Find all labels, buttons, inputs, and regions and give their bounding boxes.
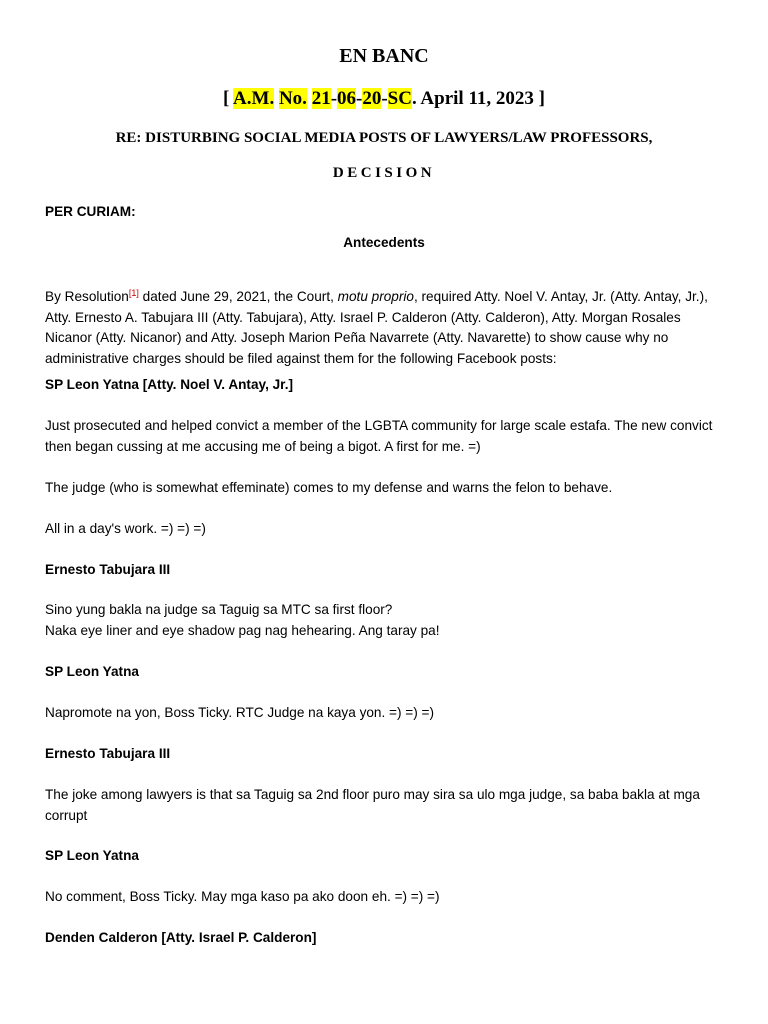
docket-part: SC	[387, 88, 412, 109]
docket-part: 21	[311, 88, 331, 109]
intro-paragraph	[45, 283, 729, 369]
post-author: Ernesto Tabujara III	[45, 746, 171, 761]
footnote-link[interactable]: [1]	[128, 288, 139, 298]
docket-part	[307, 88, 312, 109]
intro-text: dated June 29, 2021, the Court,	[138, 289, 338, 304]
post-text: The judge (who is somewhat effeminate) comes to my defense and warns the felon to behave.	[45, 480, 613, 495]
post-text: No comment, Boss Ticky. May mga kaso pa ako doon eh. =) =) =)	[45, 889, 440, 904]
intro-text: By Resolution	[45, 289, 129, 304]
post-text: Just prosecuted and helped convict a member of the LGBTA community for large scale estafa. The new convict then began cussing at me accusing me of being a bigot. A first for me. =)	[45, 418, 713, 454]
post-text: All in a day's work. =) =) =)	[45, 521, 206, 536]
post-text: Naka eye liner and eye shadow pag nag hehearing. Ang taray pa!	[45, 623, 440, 638]
post-author: SP Leon Yatna [Atty. Noel V. Antay, Jr.]	[45, 377, 294, 392]
docket-part: A.M.	[233, 88, 275, 109]
post-author: SP Leon Yatna	[45, 664, 139, 679]
post-text: Napromote na yon, Boss Ticky. RTC Judge na kaya yon. =) =) =)	[45, 705, 434, 720]
court-division: EN BANC	[339, 45, 429, 67]
post-text: Sino yung bakla na judge sa Taguig sa MTC sa first floor?	[45, 602, 393, 617]
post-author: Denden Calderon [Atty. Israel P. Calderon]	[45, 930, 317, 945]
docket-part: 06	[337, 88, 357, 109]
case-title: RE: DISTURBING SOCIAL MEDIA POSTS OF LAWYERS/LAW PROFESSORS,	[115, 130, 653, 146]
per-curiam: PER CURIAM:	[45, 204, 136, 219]
docket-part: 20	[362, 88, 382, 109]
docket-open: [	[223, 88, 234, 109]
intro-text: , required Atty. Noel V. Antay, Jr. (Atty. Antay, Jr.), Atty. Ernesto A. Tabujara III (Atty. Tabujara), Atty. Israel P. Calderon (Atty. Calderon), Atty. Morgan Rosales Nicanor (Atty. Nicanor) and Atty. Joseph Marion Peña Navarrete (Atty. Navarette) to show cause why no administrative charges should be filed against them for the following Facebook posts:	[45, 289, 708, 366]
docket-date: . April 11, 2023 ]	[411, 88, 545, 109]
docket-part: No.	[278, 88, 307, 109]
section-heading-antecedents: Antecedents	[343, 235, 425, 250]
docket-part: -	[356, 88, 363, 109]
docket-part: -	[381, 88, 388, 109]
docket-part: -	[330, 88, 338, 109]
intro-italic: motu proprio	[337, 289, 414, 304]
post-author: Ernesto Tabujara III	[45, 562, 171, 577]
post-author: SP Leon Yatna	[45, 848, 139, 863]
docket-line	[0, 88, 768, 110]
post-text: The joke among lawyers is that sa Taguig sa 2nd floor puro may sira sa ulo mga judge, sa baba bakla at mga corrupt	[45, 787, 700, 823]
decision-heading: DECISION	[332, 165, 436, 181]
